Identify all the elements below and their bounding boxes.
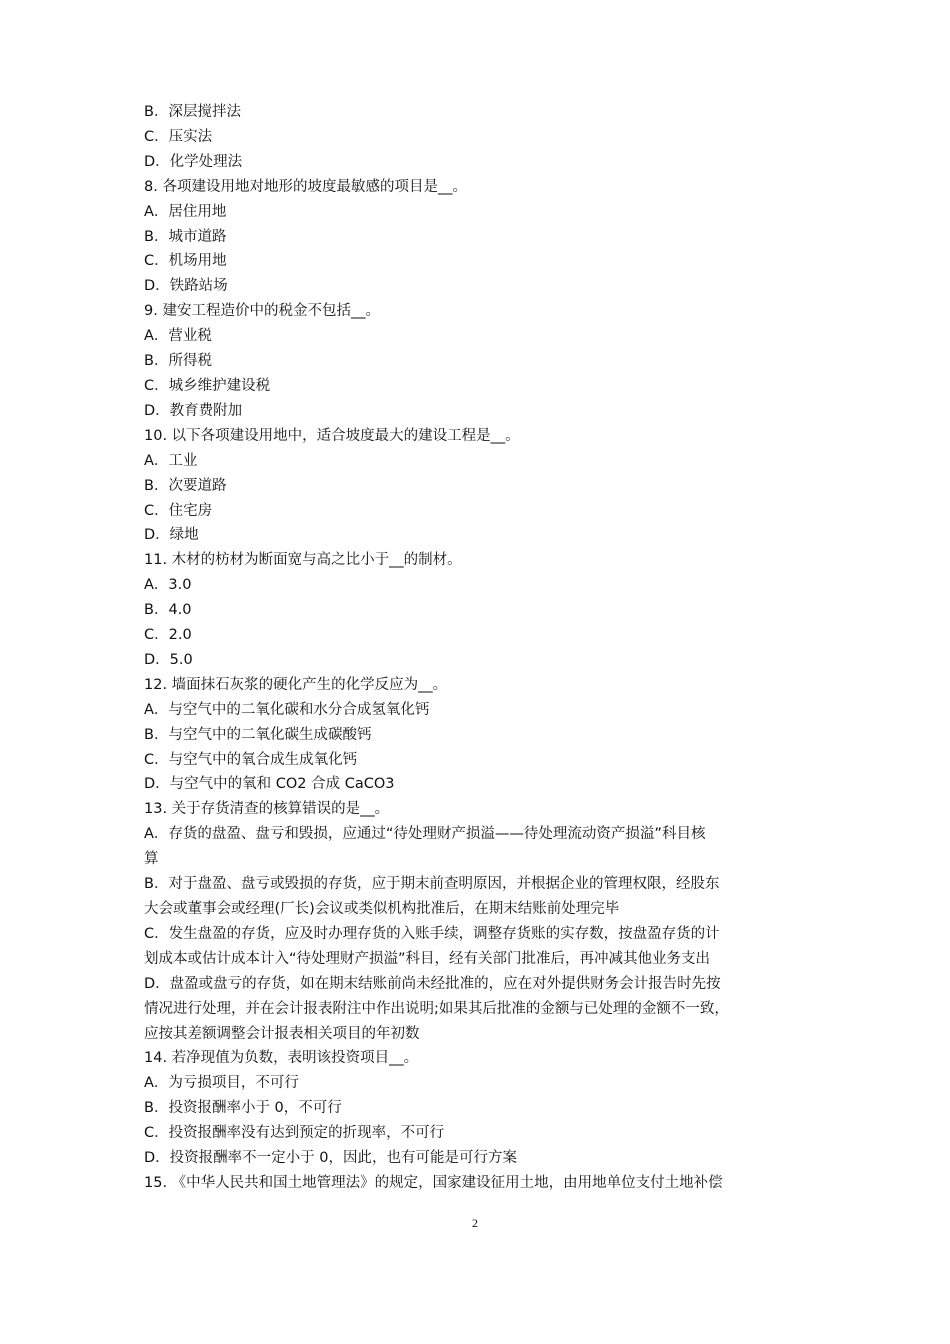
text-line: 10. 以下各项建设用地中，适合坡度最大的建设工程是__。 bbox=[144, 427, 520, 444]
text-line: A．营业税 bbox=[144, 328, 212, 345]
text-line: C．与空气中的氧合成生成氧化钙 bbox=[144, 751, 358, 768]
text-line: B．4.0 bbox=[144, 602, 192, 619]
text-line: D．5.0 bbox=[144, 651, 193, 668]
text-line: D．化学处理法 bbox=[144, 153, 243, 170]
text-line: A．与空气中的二氧化碳和水分合成氢氧化钙 bbox=[144, 701, 430, 718]
text-line: 11. 木材的枋材为断面宽与高之比小于__的制材。 bbox=[144, 552, 462, 569]
document-body bbox=[144, 100, 812, 1196]
text-line: D．投资报酬率不一定小于 0，因此，也有可能是可行方案 bbox=[144, 1150, 517, 1167]
text-line: 算 bbox=[144, 851, 159, 868]
text-line: D．与空气中的氧和 CO2 合成 CaCO3 bbox=[144, 776, 395, 793]
text-line: C．机场用地 bbox=[144, 253, 227, 270]
text-line: 14. 若净现值为负数，表明该投资项目__。 bbox=[144, 1050, 419, 1067]
text-line: B．与空气中的二氧化碳生成碳酸钙 bbox=[144, 726, 372, 743]
text-line: A．3.0 bbox=[144, 577, 192, 594]
text-line: B．对于盘盈、盘亏或毁损的存货，应于期末前查明原因，并根据企业的管理权限，经股东 bbox=[144, 876, 720, 893]
text-line: B．投资报酬率小于 0，不可行 bbox=[144, 1100, 342, 1117]
text-line: 应按其差额调整会计报表相关项目的年初数 bbox=[144, 1025, 420, 1042]
text-line: 情况进行处理，并在会计报表附注中作出说明;如果其后批准的金额与已处理的金额不一致， bbox=[144, 1000, 729, 1017]
text-line: 12. 墙面抹石灰浆的硬化产生的化学反应为__。 bbox=[144, 676, 448, 693]
text-line: C．发生盘盈的存货，应及时办理存货的入账手续，调整存货账的实存数，按盘盈存货的计 bbox=[144, 925, 720, 942]
text-line: C．2.0 bbox=[144, 627, 192, 644]
text-line: C．城乡维护建设税 bbox=[144, 377, 271, 394]
text-line: D．绿地 bbox=[144, 527, 199, 544]
text-line: 15. 《中华人民共和国土地管理法》的规定，国家建设征用土地，由用地单位支付土地补偿 bbox=[144, 1174, 723, 1191]
text-line: A．存货的盘盈、盘亏和毁损，应通过“待处理财产损溢——待处理流动资产损溢”科目核 bbox=[144, 826, 706, 843]
page-number: 2 bbox=[472, 1216, 478, 1230]
text-line: C．压实法 bbox=[144, 128, 213, 145]
text-line: C．住宅房 bbox=[144, 502, 213, 519]
text-line: 13. 关于存货清查的核算错误的是__。 bbox=[144, 801, 390, 818]
text-line: D．盘盈或盘亏的存货，如在期末结账前尚未经批准的，应在对外提供财务会计报告时先按 bbox=[144, 975, 721, 992]
text-line: 大会或董事会或经理(厂长)会议或类似机构批准后，在期末结账前处理完毕 bbox=[144, 901, 620, 917]
text-line: B．次要道路 bbox=[144, 477, 227, 494]
text-line: A．为亏损项目，不可行 bbox=[144, 1075, 299, 1092]
text-line: A．居住用地 bbox=[144, 203, 227, 220]
text-line: A．工业 bbox=[144, 452, 198, 469]
text-line: D．铁路站场 bbox=[144, 278, 228, 295]
text-line: C．投资报酬率没有达到预定的折现率，不可行 bbox=[144, 1125, 445, 1142]
text-line: D．教育费附加 bbox=[144, 402, 243, 419]
text-line: 9. 建安工程造价中的税金不包括__。 bbox=[144, 303, 380, 320]
text-line: 划成本或估计成本计入“待处理财产损溢”科目，经有关部门批准后，再冲减其他业务支出 bbox=[144, 950, 711, 967]
text-line: B．所得税 bbox=[144, 353, 212, 370]
text-line: 8. 各项建设用地对地形的坡度最敏感的项目是__。 bbox=[144, 178, 467, 195]
text-line: B．深层搅拌法 bbox=[144, 104, 241, 120]
text-line: B．城市道路 bbox=[144, 228, 227, 245]
